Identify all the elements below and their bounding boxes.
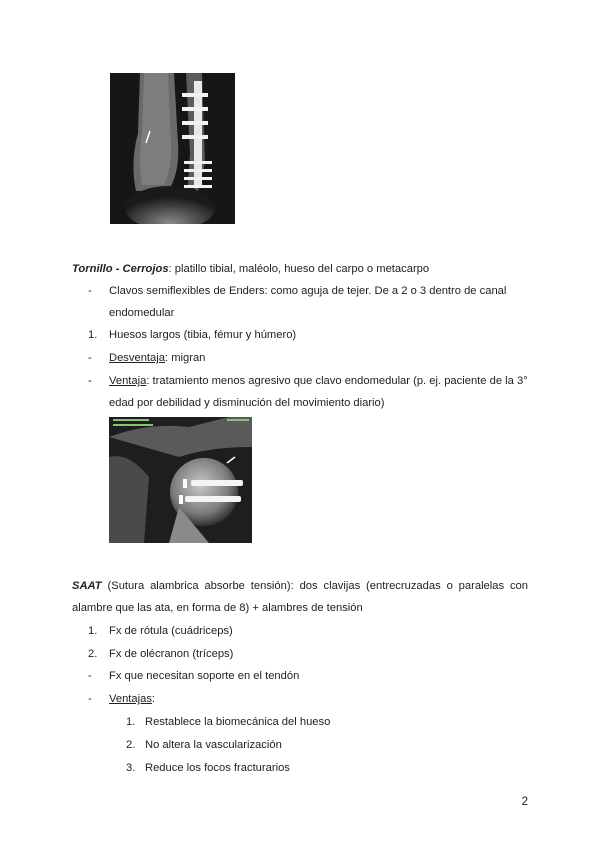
section-tornillo-heading bbox=[72, 258, 528, 280]
list-item-text: Huesos largos (tibia, fémur y húmero) bbox=[109, 329, 297, 341]
list-item-text bbox=[109, 370, 528, 414]
desventaja-label: Desventaja bbox=[109, 352, 165, 364]
list-marker: 1. bbox=[88, 625, 98, 637]
list-marker: 2. bbox=[126, 739, 136, 751]
sublist-item bbox=[72, 711, 528, 733]
list-item-text: No altera la vascularización bbox=[145, 739, 282, 751]
section-tornillo-description: : platillo tibial, maléolo, hueso del carpo o metacarpo bbox=[168, 263, 430, 275]
ventajas-label: Ventajas bbox=[109, 693, 152, 705]
list-marker: - bbox=[88, 352, 92, 364]
list-item-text: Fx que necesitan soporte en el tendón bbox=[109, 670, 300, 682]
list-item-text bbox=[109, 688, 528, 710]
ventaja-label: Ventaja bbox=[109, 375, 147, 387]
list-item bbox=[72, 665, 528, 687]
list-item bbox=[72, 688, 528, 710]
ankle-xray-image bbox=[110, 73, 235, 224]
sublist-item bbox=[72, 734, 528, 756]
page-number: 2 bbox=[521, 796, 528, 808]
sublist-item bbox=[72, 757, 528, 779]
ventajas-colon: : bbox=[151, 693, 156, 705]
desventaja-text: : migran bbox=[164, 352, 206, 364]
list-item bbox=[72, 347, 528, 369]
list-marker: 1. bbox=[88, 329, 98, 341]
list-item-text: Reduce los focos fracturarios bbox=[145, 762, 290, 774]
list-marker: 3. bbox=[126, 762, 136, 774]
list-item-text: Fx de olécranon (tríceps) bbox=[109, 648, 234, 660]
list-marker: - bbox=[88, 670, 92, 682]
section-tornillo-title: Tornillo - Cerrojos bbox=[72, 263, 169, 275]
list-item bbox=[72, 620, 528, 642]
list-item bbox=[72, 643, 528, 665]
list-marker: - bbox=[88, 285, 92, 297]
list-item-text: Restablece la biomecánica del hueso bbox=[145, 716, 331, 728]
list-marker: - bbox=[88, 375, 92, 387]
list-marker: 2. bbox=[88, 648, 98, 660]
list-item-text bbox=[109, 347, 528, 369]
list-item bbox=[72, 370, 528, 414]
shoulder-xray-image bbox=[109, 417, 252, 543]
section-saat-heading bbox=[72, 575, 528, 619]
ventaja-text: : tratamiento menos agresivo que clavo endomedular (p. ej. paciente de la 3° edad por debilidad y disminución del movimiento diario) bbox=[109, 375, 528, 409]
section-saat-description: (Sutura alambrica absorbe tensión): dos clavijas (entrecruzadas o paralelas con alambre que las ata, en forma de 8) + alambres de tensión bbox=[72, 580, 528, 614]
list-marker: 1. bbox=[126, 716, 136, 728]
list-marker: - bbox=[88, 693, 92, 705]
list-item-text: Fx de rótula (cuádriceps) bbox=[109, 625, 233, 637]
list-item bbox=[72, 324, 528, 346]
list-item-text: Clavos semiflexibles de Enders: como aguja de tejer. De a 2 o 3 dentro de canal endomedular bbox=[109, 285, 507, 319]
section-saat-title: SAAT bbox=[72, 580, 102, 592]
list-item bbox=[72, 280, 528, 324]
